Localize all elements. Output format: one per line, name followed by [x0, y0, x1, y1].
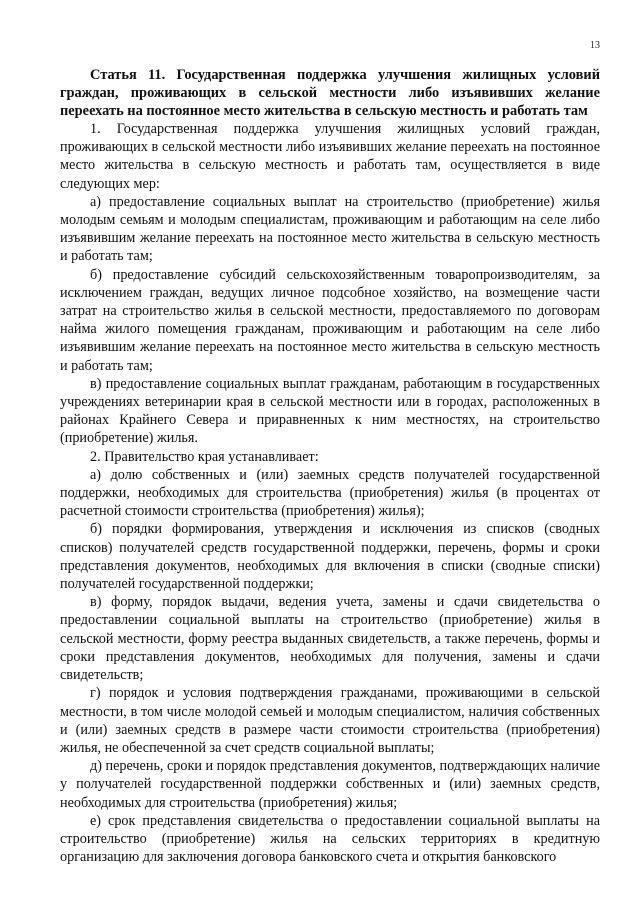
paragraph-1v: в) предоставление социальных выплат гражданам, работающим в государственных учреждениях ветеринарии края в сельской местности или в городах, расположенных в районах Крайнего Севера и приравненных к ним местностях, на строительство (приобретение) жилья. — [60, 375, 600, 447]
paragraph-2b: б) порядки формирования, утверждения и исключения из списков (сводных списков) получателей средств государственной поддержки, перечень, формы и сроки представления документов, необходимых для включения в списки (сводные списки) получателей государственной поддержки; — [60, 521, 600, 593]
paragraph-2d: д) перечень, сроки и порядок представления документов, подтверждающих наличие у получателей государственной поддержки собственных и (или) заемных средств, необходимых для строительства (приобретения) жилья; — [60, 758, 601, 811]
paragraph-1a: а) предоставление социальных выплат на строительство (приобретение) жилья молодым семьям и молодым специалистам, проживающим и работающим на селе либо изъявившим желание переехать на постоянное место жительства в сельскую местность и работать там; — [60, 193, 600, 265]
paragraph-2v: в) форму, порядок выдачи, ведения учета, замены и сдачи свидетельства о предоставлении социальной выплаты на строительство (приобретение) жилья в сельской местности, форму реестра выданных свидетельств, а также перечень, формы и сроки представления документов, необходимых для получения, замены и сдачи свидетельств; — [60, 594, 600, 684]
paragraph-2e: е) срок представления свидетельства о предоставлении социальной выплаты на строительство (приобретение) жилья на сельских территориях в кредитную организацию для заключения договора банковского счета и открытия банковского — [60, 812, 600, 866]
paragraph-2a: а) долю собственных и (или) заемных средств получателей государственной поддержки, необходимых для строительства (приобретения) жилья (в процентах от расчетной стоимости строительства (приобретения) жилья); — [60, 466, 600, 520]
paragraph-2g: г) порядок и условия подтверждения гражданами, проживающими в сельской местности, в том числе молодой семьей и молодым специалистом, наличия собственных и (или) заемных средств в размере части стоимости строительства (приобретения) жилья, не обеспеченной за счет средств социальной выплаты; — [60, 685, 600, 756]
paragraph-1b: б) предоставление субсидий сельскохозяйственным товаропроизводителям, за исключением граждан, ведущих личное подсобное хозяйство, на возмещение части затрат на строительство жилья в сельской местности, предоставляемого по договорам найма жилого помещения гражданам, проживающим и работающим на селе либо изъявившим желание переехать на постоянное место жительства в сельскую местность и работать там; — [60, 266, 600, 374]
article-body — [60, 120, 600, 866]
paragraph-2: 2. Правительство края устанавливает: — [90, 448, 319, 465]
paragraph-1: 1. Государственная поддержка улучшения жилищных условий граждан, проживающих в сельской местности либо изъявивших желание переехать на постоянное место жительства в сельскую местность и работать там, осуществляется в виде следующих мер: — [60, 121, 600, 192]
article-title: Статья 11. Государственная поддержка улучшения жилищных условий граждан, проживающих в сельской местности либо изъявивших желание переехать на постоянное место жительства в сельскую местность и работать там — [60, 67, 600, 119]
page-number: 13 — [590, 40, 600, 51]
